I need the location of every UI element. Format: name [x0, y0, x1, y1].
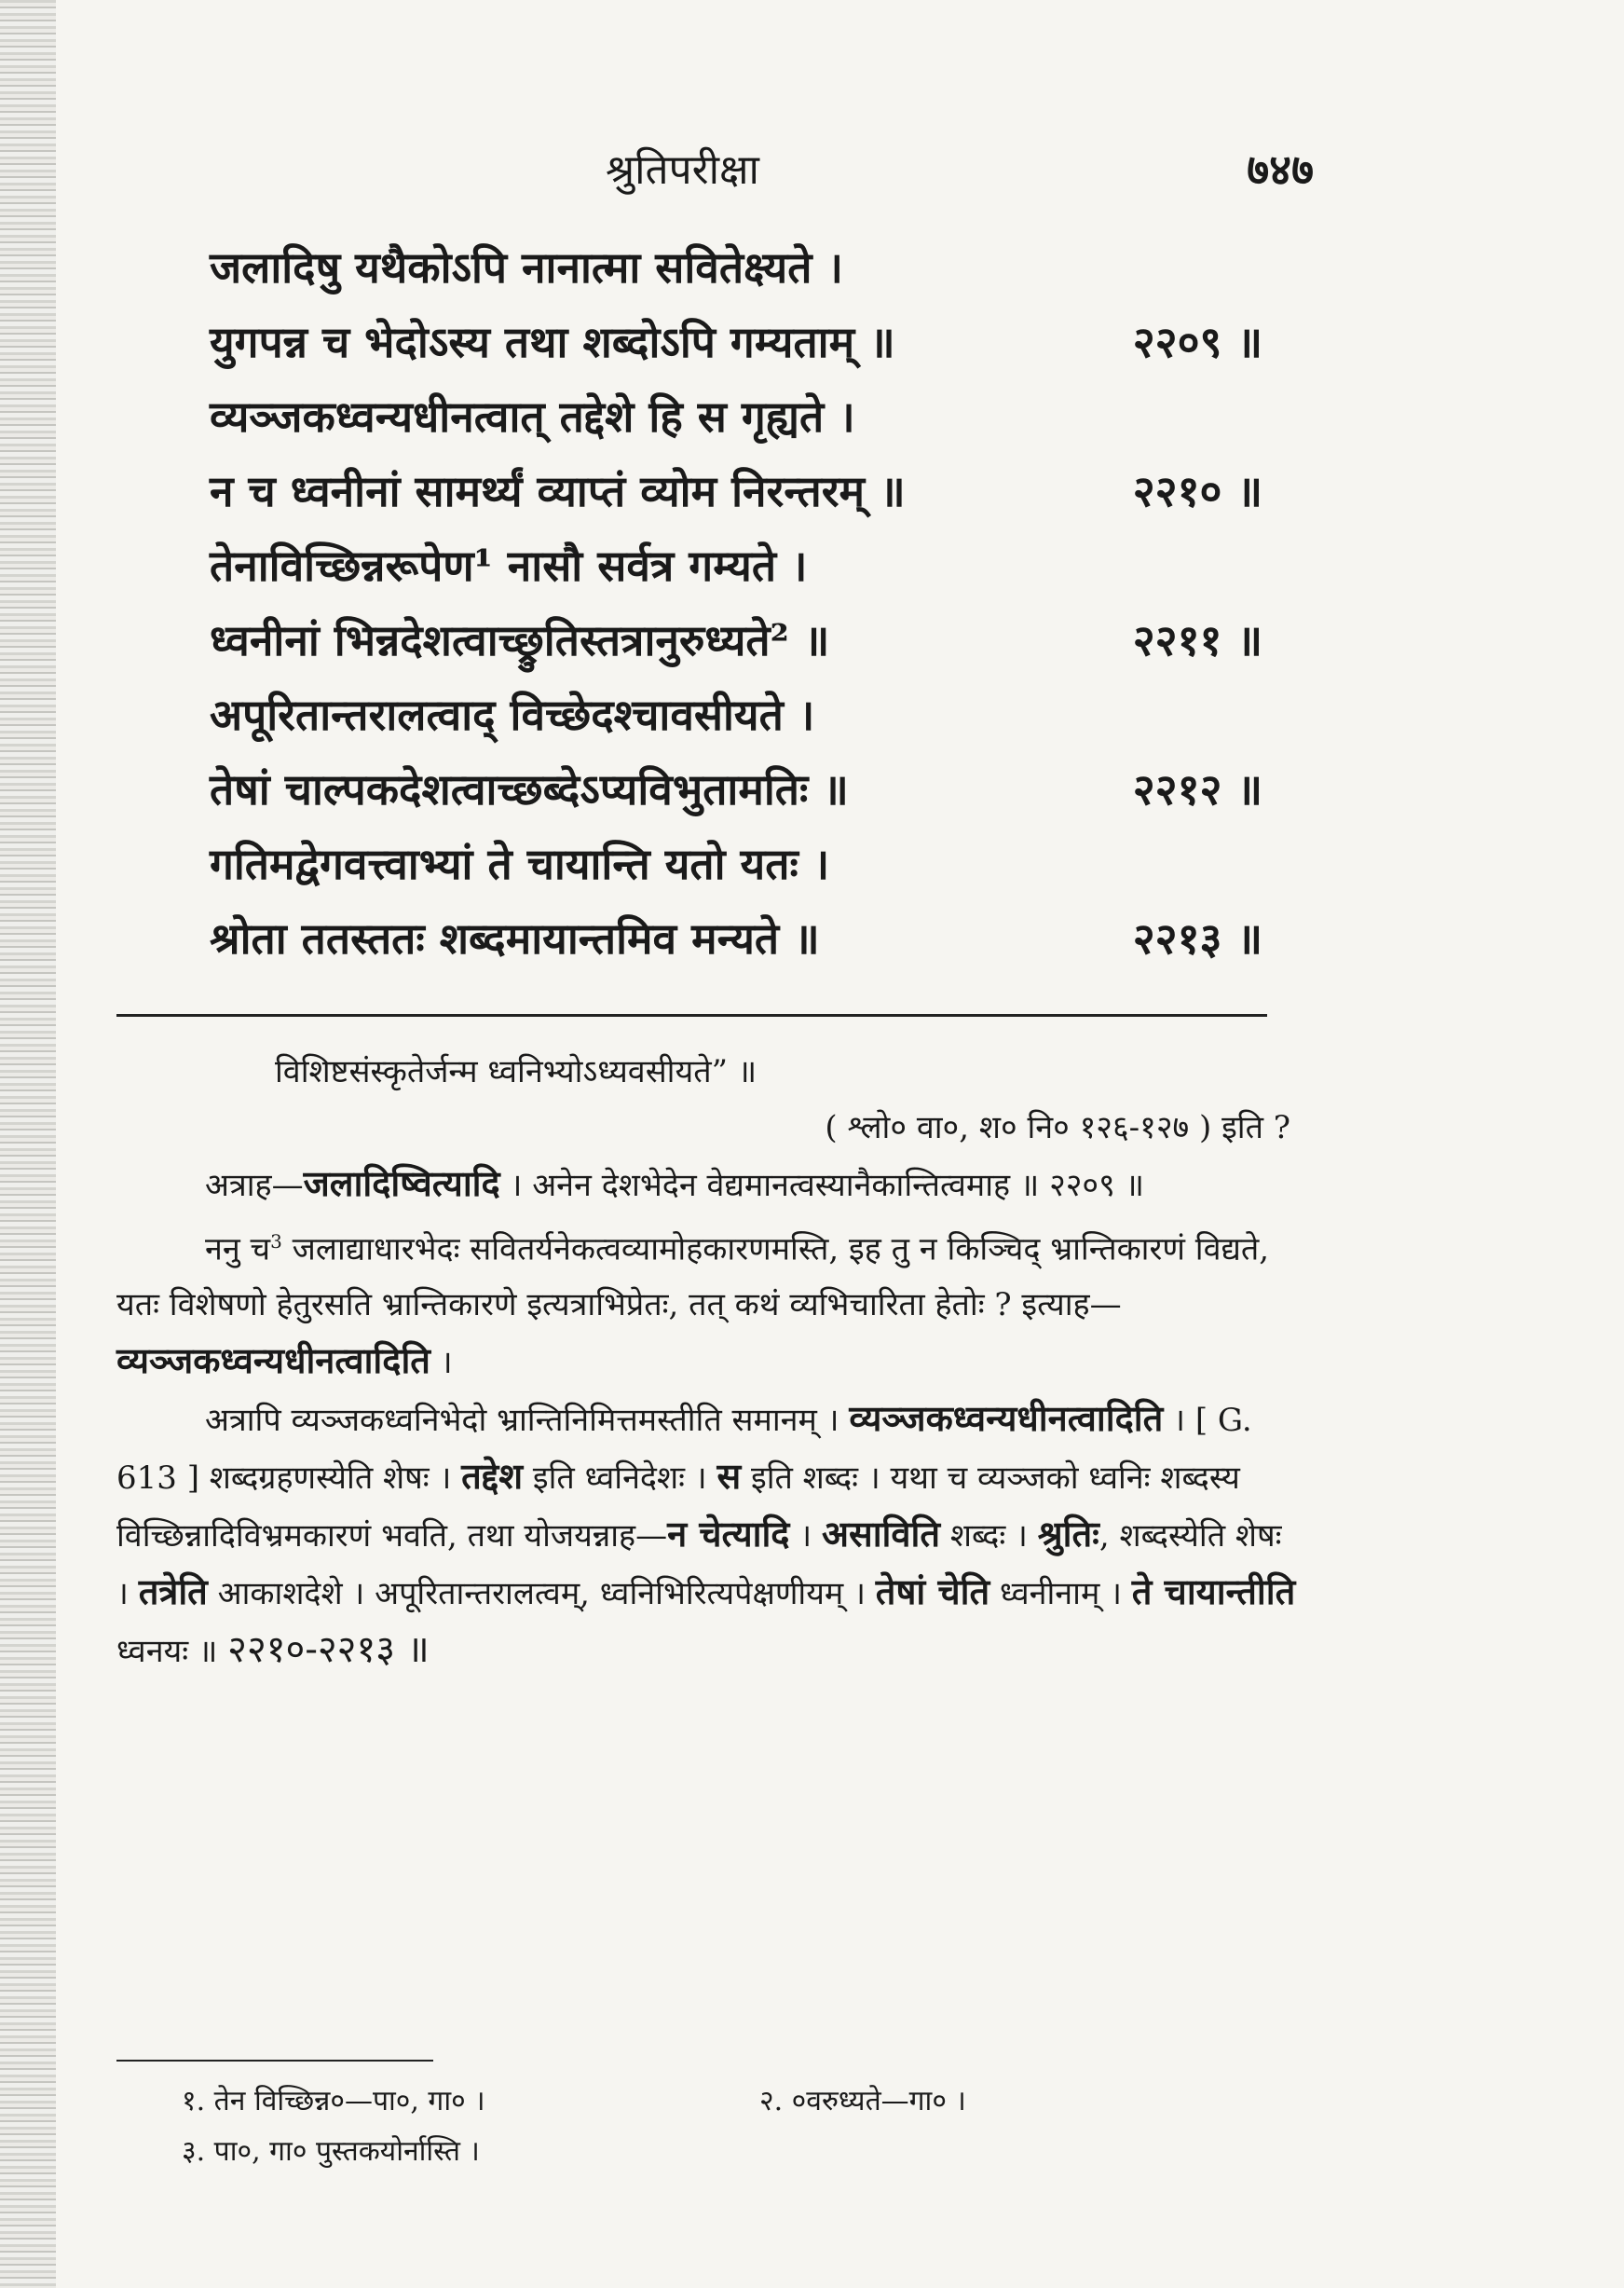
text-run: अत्राह—: [205, 1167, 304, 1204]
text-run: अत्रापि व्यञ्जकध्वनिभेदो भ्रान्तिनिमित्तमस्तीति समानम् ।: [205, 1402, 850, 1440]
footnotes: [182, 2076, 1207, 2177]
verse-text: तेषां चाल्पकदेशत्वाच्छब्देऽप्यविभुतामतिः ॥: [210, 764, 849, 815]
verse-line: [210, 760, 1262, 834]
verse-range-ref: २२१०-२२१३ ॥: [227, 1628, 430, 1672]
footnote-3: ३. पा०, गा० पुस्तकयोर्नास्ति ।: [182, 2135, 480, 2168]
verse-line: [210, 461, 1262, 536]
verse-text: युगपन्न च भेदोऽस्य तथा शब्दोऽपि गम्यताम् ॥: [210, 317, 895, 367]
text-run: ।: [430, 1344, 453, 1382]
verse-number: २२१३ ॥: [1132, 913, 1262, 964]
quote-end: विशिष्टसंस्कृतेर्जन्म ध्वनिभ्योऽध्यवसीयते” ॥: [275, 1053, 757, 1090]
citation: ( श्लो० वा०, श० नि० १२६-१२७ ) इति ?: [825, 1109, 1290, 1146]
page-binding-edge: [0, 0, 56, 2288]
verse-text: व्यञ्जकध्वन्यधीनत्वात् तद्देशे हि स गृह्यते ।: [210, 391, 855, 442]
verse-text: तेनाविच्छिन्नरूपेण¹ नासौ सर्वत्र गम्यते ।: [210, 541, 808, 591]
verse-line: [210, 312, 1262, 387]
verse-line: [210, 387, 1262, 461]
verse-text: गतिमद्वेगवत्त्वाभ्यां ते चायान्ति यतो यतः ।: [210, 839, 830, 889]
text-run: ।: [1163, 1402, 1195, 1440]
text-run: ।: [789, 1517, 822, 1555]
commentary-block: [116, 1044, 1300, 1679]
text-run: इति ध्वनिदेशः ।: [523, 1459, 717, 1498]
verse-line: [210, 834, 1262, 909]
verse-text: अपूरितान्तरालत्वाद् विच्छेदश्चावसीयते ।: [210, 690, 815, 740]
verse-text: श्रोता ततस्ततः शब्दमायान्तमिव मन्यते ॥: [210, 913, 820, 964]
lemma: तत्रेति: [138, 1570, 208, 1613]
lemma: जलादिष्वित्यादि: [303, 1162, 500, 1204]
commentary-paragraph: [116, 1156, 1300, 1213]
lemma: ते चायान्तीति: [1131, 1570, 1296, 1613]
text-run: शब्दः ।: [940, 1517, 1038, 1555]
verse-text: न च ध्वनीनां सामर्थ्यं व्याप्तं व्योम निरन्तरम् ॥: [210, 466, 906, 516]
verse-number: २२१२ ॥: [1132, 764, 1262, 815]
verse-line: [210, 536, 1262, 610]
lemma: न चेत्यादि: [667, 1513, 790, 1555]
text-run: ध्वनयः ॥: [116, 1633, 228, 1671]
verse-line: [210, 909, 1262, 983]
text-run: ननु च: [205, 1230, 271, 1268]
footnote-row: [182, 2127, 1207, 2177]
lemma: तेषां चेति: [875, 1570, 990, 1613]
lemma: तद्देश: [461, 1455, 524, 1498]
edition-page-ref: [ G. 613 ]: [116, 1402, 1252, 1498]
verse-line: [210, 238, 1262, 312]
verse-line: [210, 610, 1262, 685]
lemma: स: [716, 1455, 742, 1498]
text-run: जलाद्याधारभेदः सवितर्यनेकत्वव्यामोहकारणमस्ति, इह तु न किञ्चिद् भ्रान्तिकारणं विद्यते, यतः विशेषणो हेतुरसति भ्रान्तिकारणे इत्यत्राभिप्रेतः, तत् कथं व्यभिचारिता हेतोः ? इत्याह—: [116, 1230, 1270, 1324]
footnote-row: [182, 2076, 1207, 2127]
verse-line: [210, 685, 1262, 760]
text-run: ध्वनीनाम् ।: [989, 1575, 1132, 1613]
verse-number: २२०९ ॥: [1132, 317, 1262, 367]
commentary-paragraph: [116, 1391, 1300, 1679]
lemma: व्यञ्जकध्वन्यधीनत्वादिति: [849, 1397, 1164, 1440]
lemma: असाविति: [822, 1513, 941, 1555]
lemma: व्यञ्जकध्वन्यधीनत्वादिति: [116, 1339, 430, 1382]
section-divider: [116, 1014, 1267, 1017]
verse-block: [210, 238, 1262, 983]
page-number: ७४७: [1247, 144, 1314, 195]
footnote-marker: 3: [270, 1230, 282, 1253]
footnote-1: १. तेन विच्छिन्न०—पा०, गा० ।: [182, 2085, 485, 2117]
text-run: इति शब्दः । यथा च व्यञ्जको ध्वनिः शब्दस्य विच्छिन्नादिविभ्रमकारणं भवति, तथा योजयन्नाह—: [116, 1459, 1240, 1555]
text-run: , शब्दस्येति शेषः ।: [116, 1517, 1282, 1613]
verse-text: ध्वनीनां भिन्नदेशत्वाच्छ्रुतिस्तत्रानुरुध्यते² ॥: [210, 615, 830, 665]
running-title: श्रुतिपरीक्षा: [606, 146, 759, 194]
verse-number: २२११ ॥: [1132, 615, 1262, 665]
lemma: श्रुतिः: [1037, 1513, 1099, 1555]
commentary-paragraph: [116, 1213, 1300, 1391]
text-run: आकाशदेशे । अपूरितान्तरालत्वम्, ध्वनिभिरित्यपेक्षणीयम् ।: [207, 1575, 876, 1613]
verse-number: २२१० ॥: [1132, 466, 1262, 516]
footnote-divider: [116, 2060, 433, 2062]
text-run: शब्दग्रहणस्येति शेषः ।: [198, 1459, 462, 1498]
verse-text: जलादिषु यथैकोऽपि नानात्मा सवितेक्ष्यते ।: [210, 242, 843, 293]
text-run: । अनेन देशभेदेन वेद्यमानत्वस्यानैकान्तित्वमाह ॥ २२०९ ॥: [499, 1167, 1144, 1204]
footnote-2: २. ०वरुध्यते—गा० ।: [759, 2085, 966, 2117]
page-header: [214, 140, 1314, 205]
